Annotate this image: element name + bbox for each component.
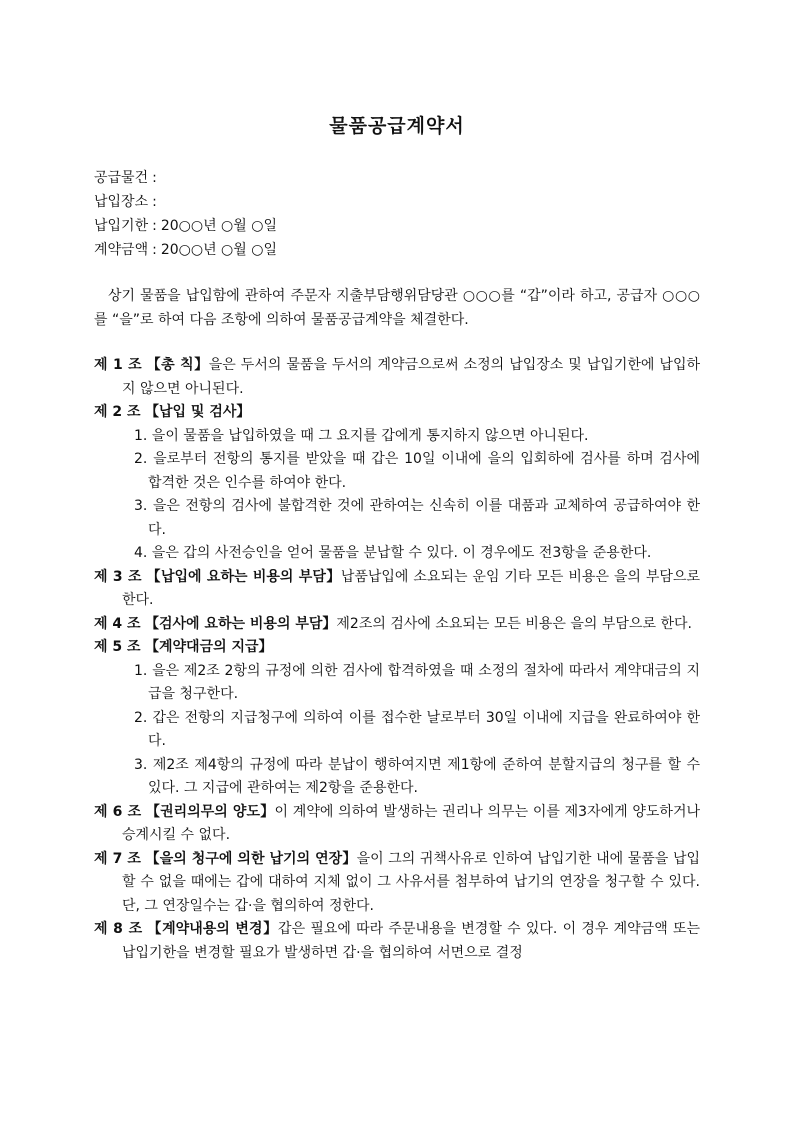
- article-items: [94, 660, 700, 801]
- article-heading: 【계약대금의 지급】: [145, 639, 273, 655]
- article-body: [94, 636, 700, 660]
- article-body: [94, 613, 700, 637]
- field-separator: :: [152, 242, 157, 258]
- field-delivery-place: [94, 190, 277, 214]
- list-item: 3. 을은 전항의 검사에 불합격한 것에 관하여는 신속히 이를 대품과 교체하여 공급하여야 한다.: [134, 498, 700, 538]
- article-items: [94, 425, 700, 566]
- article-heading: 【납입에 요하는 비용의 부담】: [146, 568, 341, 585]
- article-2: [94, 401, 700, 566]
- field-contract-amount: [94, 238, 277, 262]
- article-text: 제2조의 검사에 소요되는 모든 비용은 을의 부담으로 한다.: [336, 615, 692, 632]
- field-separator: :: [152, 218, 157, 234]
- list-item: 1. 을은 제2조 2항의 규정에 의한 검사에 합격하였을 때 소정의 절차에 따라서 계약대금의 지급을 청구한다.: [134, 662, 700, 702]
- article-5: [94, 636, 700, 801]
- article-number: 제 6 조: [94, 803, 142, 820]
- article-number: 제 3 조: [94, 568, 142, 585]
- article-number: 제 7 조: [94, 850, 141, 867]
- field-label: 납입장소: [94, 194, 149, 210]
- article-4: [94, 613, 700, 637]
- field-label: 공급물건: [94, 170, 149, 186]
- list-item: 2. 갑은 전항의 지급청구에 의하여 이를 접수한 날로부터 30일 이내에 지급을 완료하여야 한다.: [134, 709, 700, 749]
- article-7: [94, 848, 700, 919]
- list-item: 3. 제2조 제4항의 규정에 따라 분납이 행하여지면 제1항에 준하여 분할지급의 청구를 할 수 있다. 그 지급에 관하여는 제2항을 준용한다.: [134, 756, 700, 796]
- field-label: 납입기한: [94, 218, 149, 234]
- article-number: 제 8 조: [94, 921, 143, 937]
- article-heading: 【권리의무의 양도】: [145, 803, 275, 820]
- article-8: [94, 918, 700, 965]
- intro-paragraph: 상기 물품을 납입함에 관하여 주문자 지출부담행위담당관 ○○○를 “갑”이라 하고, 공급자 ○○○를 “을”로 하여 다음 조항에 의하여 물품공급계약을 체결한다.: [94, 288, 700, 328]
- page-title: 물품공급계약서: [329, 115, 465, 137]
- list-item: 4. 을은 갑의 사전승인을 얻어 물품을 분납할 수 있다. 이 경우에도 전3항을 준용한다.: [134, 545, 652, 561]
- field-label: 계약금액: [94, 242, 149, 258]
- field-value: 20○○년 ○월 ○일: [160, 242, 277, 258]
- article-heading: 【검사에 요하는 비용의 부담】: [145, 615, 337, 632]
- field-supply-item: [94, 166, 277, 190]
- field-separator: :: [152, 170, 157, 186]
- article-text: 을은 두서의 물품을 두서의 계약금으로써 소정의 납입장소 및 납입기한에 납입하지 않으면 아니된다.: [122, 357, 701, 397]
- article-number: 제 1 조: [94, 357, 142, 373]
- article-text: 갑은 필요에 따라 주문내용을 변경할 수 있다. 이 경우 계약금액 또는 납입기한을 변경할 필요가 발생하면 갑·을 협의하여 서면으로 결정: [122, 921, 700, 961]
- article-heading: 【계약내용의 변경】: [147, 921, 279, 937]
- article-number: 제 4 조: [94, 615, 141, 632]
- article-body: [94, 801, 700, 848]
- article-number: 제 5 조: [94, 639, 141, 655]
- article-body: [94, 918, 700, 965]
- article-3: [94, 566, 700, 613]
- field-value: 20○○년 ○월 ○일: [160, 218, 277, 234]
- article-number: 제 2 조: [94, 404, 141, 420]
- list-item: 2. 을로부터 전항의 통지를 받았을 때 갑은 10일 이내에 을의 입회하에 검사를 하며 검사에 합격한 것은 인수를 하여야 한다.: [134, 451, 700, 491]
- article-body: [94, 848, 700, 919]
- field-separator: :: [152, 194, 157, 210]
- list-item: 1. 을이 물품을 납입하였을 때 그 요지를 갑에게 통지하지 않으면 아니된다.: [134, 427, 589, 444]
- article-body: [94, 354, 700, 401]
- article-1: [94, 354, 700, 401]
- field-delivery-deadline: [94, 214, 277, 238]
- article-text: 을이 그의 귀책사유로 인하여 납입기한 내에 물품을 납입할 수 없을 때에는 갑에 대하여 지체 없이 그 사유서를 첨부하여 납기의 연장을 청구할 수 있다. 단, 그 연장일수는 갑·을 협의하여 정한다.: [122, 850, 700, 914]
- article-6: [94, 801, 700, 848]
- article-heading: 【납입 및 검사】: [145, 404, 251, 420]
- article-text: 이 계약에 의하여 발생하는 권리나 의무는 이를 제3자에게 양도하거나 승계시킬 수 없다.: [122, 803, 701, 843]
- article-list: [94, 354, 700, 965]
- article-heading: 【을의 청구에 의한 납기의 연장】: [145, 850, 357, 867]
- article-heading: 【총 칙】: [146, 357, 209, 373]
- contract-fields: [94, 166, 277, 262]
- article-body: [94, 566, 700, 613]
- article-text: 납품납입에 소요되는 운임 기타 모든 비용은 을의 부담으로 한다.: [122, 568, 700, 608]
- article-body: [94, 401, 700, 425]
